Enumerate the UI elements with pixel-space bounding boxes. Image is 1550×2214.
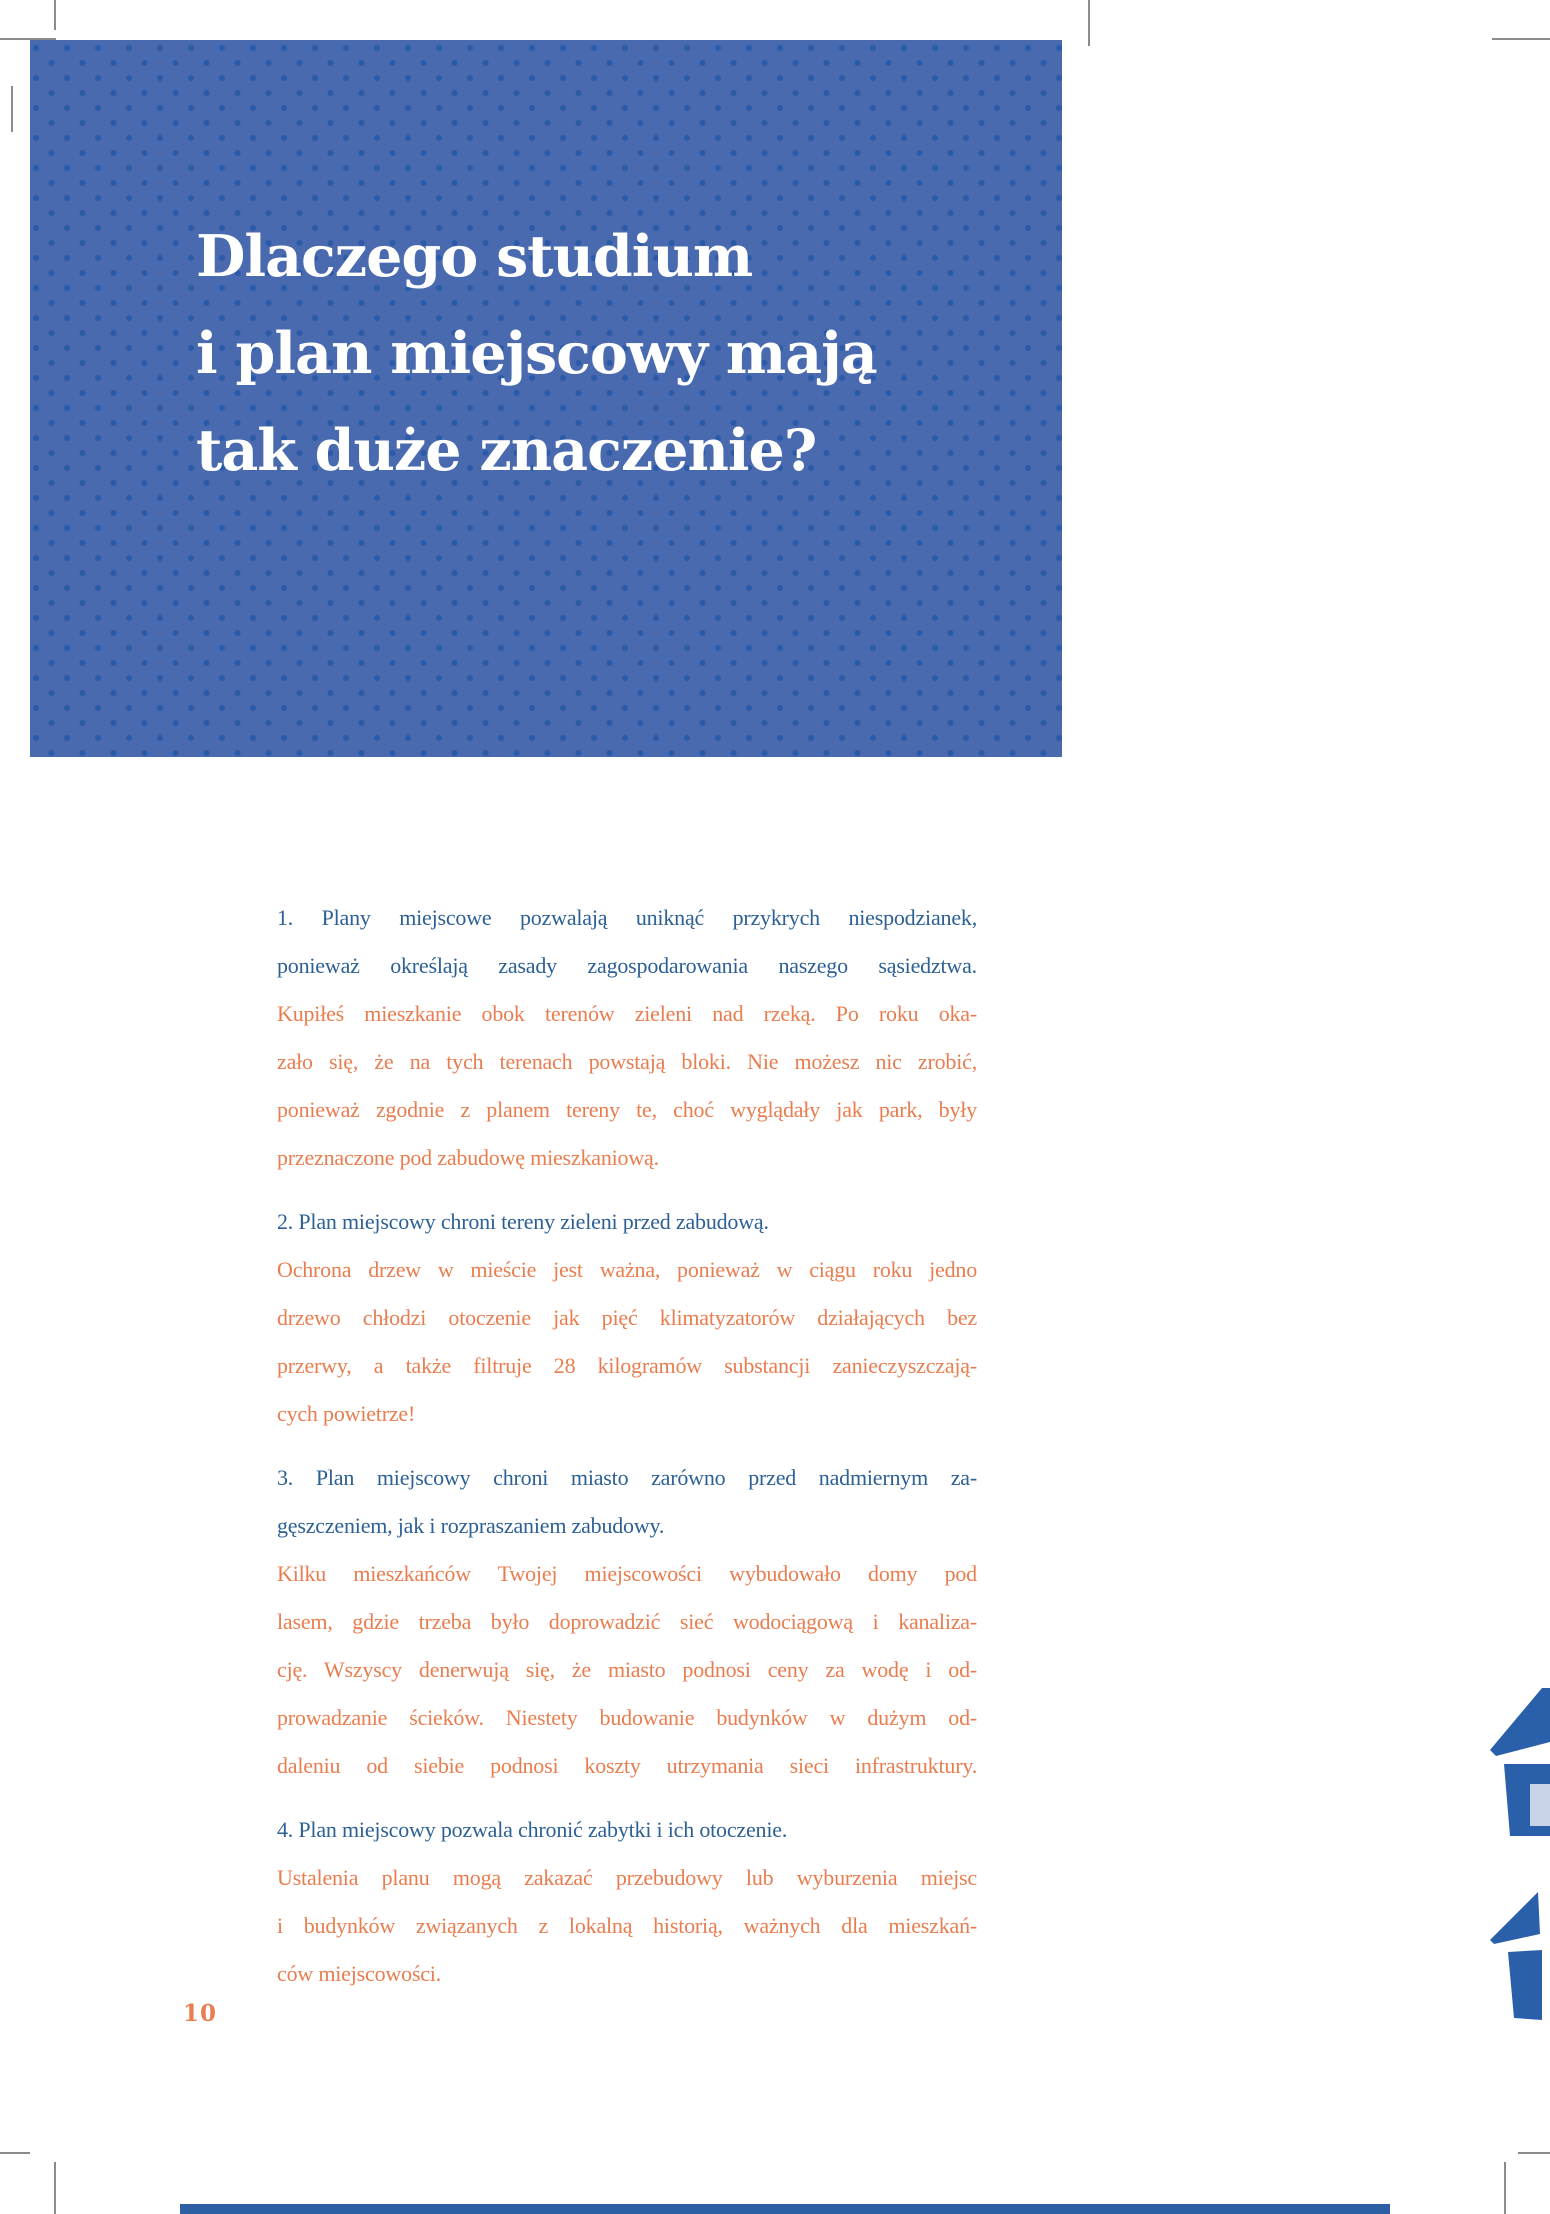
text-line: 3. Plan miejscowy chroni miasto zarówno przed nadmiernym za- — [277, 1465, 977, 1490]
text-line: przeznaczone pod zabudowę mieszkaniową. — [277, 1145, 659, 1170]
page-title — [196, 208, 877, 499]
text-line: 4. Plan miejscowy pozwala chronić zabytki i ich otoczenie. — [277, 1817, 788, 1842]
text-line: i budynków związanych z lokalną historią, ważnych dla mieszkań- — [277, 1913, 977, 1938]
crop-mark-top-left-vertical — [54, 0, 56, 30]
text-line: 1. Plany miejscowe pozwalają uniknąć przykrych niespodzianek, — [277, 905, 977, 930]
crop-mark-bottom-right-vertical — [1504, 2162, 1506, 2214]
text-line: Ustalenia planu mogą zakazać przebudowy lub wyburzenia miejsc — [277, 1865, 977, 1890]
page-title-line-3: tak duże znaczenie? — [196, 417, 817, 484]
title-banner — [30, 40, 1062, 757]
text-line: cych powietrze! — [277, 1401, 416, 1426]
building-window-shape — [1530, 1784, 1550, 1826]
paragraph — [277, 894, 977, 1182]
crop-mark-top-right-horizontal — [1492, 38, 1550, 40]
building-body-shape — [1508, 1950, 1542, 2020]
text-line: daleniu od siebie podnosi koszty utrzymania sieci infrastruktury. — [277, 1753, 977, 1778]
text-line: Kupiłeś mieszkanie obok terenów zieleni nad rzeką. Po roku oka- — [277, 1001, 977, 1026]
text-line: ponieważ zgodnie z planem tereny te, choć wyglądały jak park, były — [277, 1097, 977, 1122]
crop-mark-left-edge-tick — [11, 86, 13, 132]
text-line: lasem, gdzie trzeba było doprowadzić sieć wodociągową i kanaliza- — [277, 1609, 977, 1634]
text-line: drzewo chłodzi otoczenie jak pięć klimatyzatorów działających bez — [277, 1305, 977, 1330]
text-line: Ochrona drzew w mieście jest ważna, ponieważ w ciągu roku jedno — [277, 1257, 977, 1282]
text-line: przerwy, a także filtruje 28 kilogramów substancji zanieczyszczają- — [277, 1353, 977, 1378]
text-line: Kilku mieszkańców Twojej miejscowości wybudowało domy pod — [277, 1561, 977, 1586]
text-line: zało się, że na tych terenach powstają bloki. Nie możesz nic zrobić, — [277, 1049, 977, 1074]
building-icon-upper — [1490, 1688, 1550, 1838]
crop-mark-bottom-left-vertical — [54, 2162, 56, 2214]
text-line: ców miejscowości. — [277, 1961, 442, 1986]
text-line: cję. Wszyscy denerwują się, że miasto podnosi ceny za wodę i od- — [277, 1657, 977, 1682]
page-number: 10 — [183, 2000, 218, 2027]
page-title-line-2: i plan miejscowy mają — [196, 320, 877, 387]
paragraph — [277, 1198, 977, 1438]
text-line: ponieważ określają zasady zagospodarowania naszego sąsiedztwa. — [277, 953, 977, 978]
crop-mark-top-right-vertical — [1088, 0, 1090, 46]
text-line: prowadzanie ścieków. Niestety budowanie budynków w dużym od- — [277, 1705, 977, 1730]
paragraph — [277, 1806, 977, 1998]
crop-mark-bottom-left-horizontal — [0, 2152, 30, 2154]
body-text — [277, 894, 977, 2014]
building-roof-shape — [1490, 1892, 1540, 1944]
crop-mark-bottom-right-horizontal — [1518, 2152, 1550, 2154]
text-line: gęszczeniem, jak i rozpraszaniem zabudowy. — [277, 1513, 665, 1538]
text-line: 2. Plan miejscowy chroni tereny zieleni przed zabudową. — [277, 1209, 769, 1234]
building-roof-shape — [1490, 1688, 1550, 1756]
bottom-bleed-bar — [180, 2204, 1390, 2214]
paragraph — [277, 1454, 977, 1790]
page-title-line-1: Dlaczego studium — [196, 223, 753, 290]
building-icon-lower — [1490, 1890, 1550, 2022]
